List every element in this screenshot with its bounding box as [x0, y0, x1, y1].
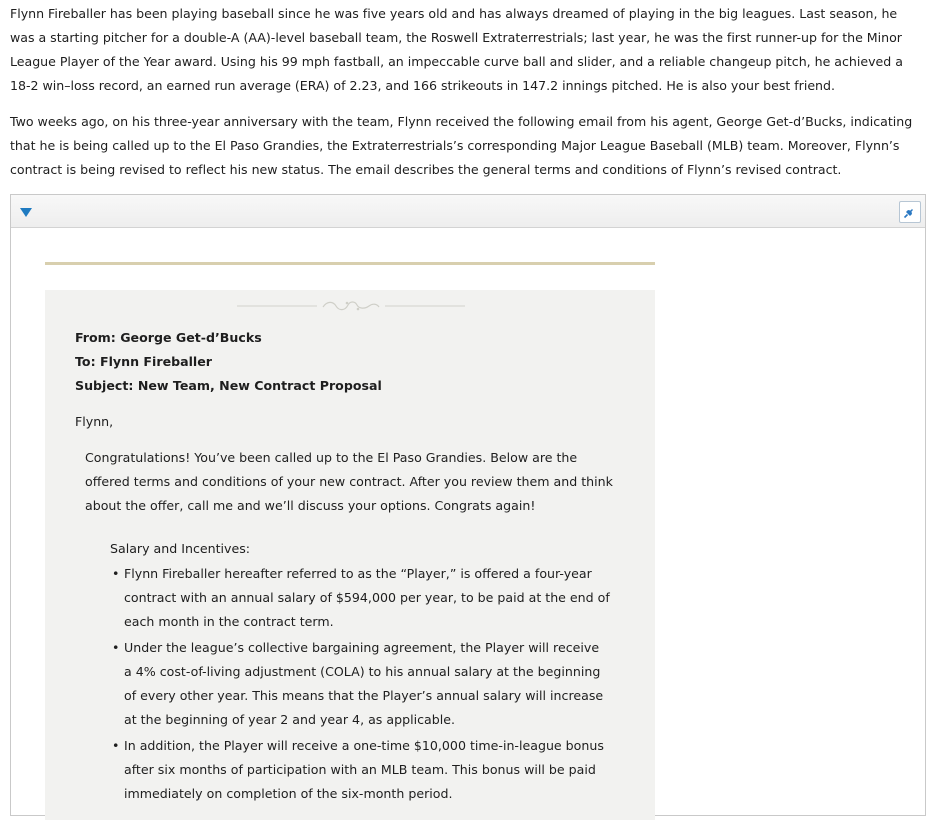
email-body: Congratulations! You’ve been called up to the El Paso Grandies. Below are the offered terms and conditions of your new contract. After you review them and think about the offer, call me and we’ll discuss your options. Congrats again! [85, 450, 613, 513]
list-item-text: Under the league’s collective bargaining agreement, the Player will receive a 4% cost-of-living adjustment (COLA) to his annual salary at the beginning of every other year. This means that the Player’s annual salary will increase at the beginning of year 2 and year 4, as applicable. [124, 640, 604, 727]
list-item-text: In addition, the Player will receive a one-time $10,000 time-in-league bonus after six months of participation with an MLB team. This bonus will be paid immediately on completion of the six-month period. [124, 738, 604, 801]
email-subject: Subject: New Team, New Contract Proposal [75, 378, 382, 393]
flourish-divider-icon [237, 298, 465, 314]
pin-icon [903, 205, 917, 219]
section-label: Salary and Incentives: [110, 541, 251, 556]
email-panel [10, 194, 926, 816]
triangle-down-icon[interactable] [20, 208, 32, 217]
list-item: • In addition, the Player will receive a one-time $10,000 time-in-league bonus after six months of participation with an MLB team. This bonus will be paid immediately on completion of the six-month period. [112, 738, 604, 801]
email-greeting: Flynn, [75, 414, 114, 429]
intro-paragraph-1: Flynn Fireballer has been playing baseball since he was five years old and has always dreamed of playing in the big leagues. Last season, he was a starting pitcher for a double-A (AA)-level baseball team, the Roswell Extraterrestrials; last year, he was the first runner-up for the Minor League Player of the Year award. Using his 99 mph fastball, an impeccable curve ball and slider, and a reliable changeup pitch, he achieved a 18-2 win–loss record, an earned run average (ERA) of 2.23, and 166 strikeouts in 147.2 innings pitched. He is also your best friend. [10, 6, 903, 93]
email-to: To: Flynn Fireballer [75, 354, 213, 369]
panel-header [11, 195, 925, 228]
email-top-rule [45, 262, 655, 265]
pin-button[interactable] [899, 201, 921, 223]
email-message [45, 290, 655, 820]
list-item: • Under the league’s collective bargaining agreement, the Player will receive a 4% cost-of-living adjustment (COLA) to his annual salary at the beginning of every other year. This means that the Player’s annual salary will increase at the beginning of year 2 and year 4, as applicable. [112, 640, 604, 727]
email-from: From: George Get-d’Bucks [75, 330, 262, 345]
intro-paragraph-2: Two weeks ago, on his three-year anniversary with the team, Flynn received the following email from his agent, George Get-d’Bucks, indicating that he is being called up to the El Paso Grandies, the Extraterrestrials’s corresponding Major League Baseball (MLB) team. Moreover, Flynn’s contract is being revised to reflect his new status. The email describes the general terms and conditions of Flynn’s revised contract. [10, 114, 913, 177]
list-item: • Flynn Fireballer hereafter referred to as the “Player,” is offered a four-year contract with an annual salary of $594,000 per year, to be paid at the end of each month in the contract term. [112, 566, 610, 629]
list-item-text: Flynn Fireballer hereafter referred to as the “Player,” is offered a four-year contract with an annual salary of $594,000 per year, to be paid at the end of each month in the contract term. [124, 566, 610, 629]
incentives-list [110, 562, 610, 808]
